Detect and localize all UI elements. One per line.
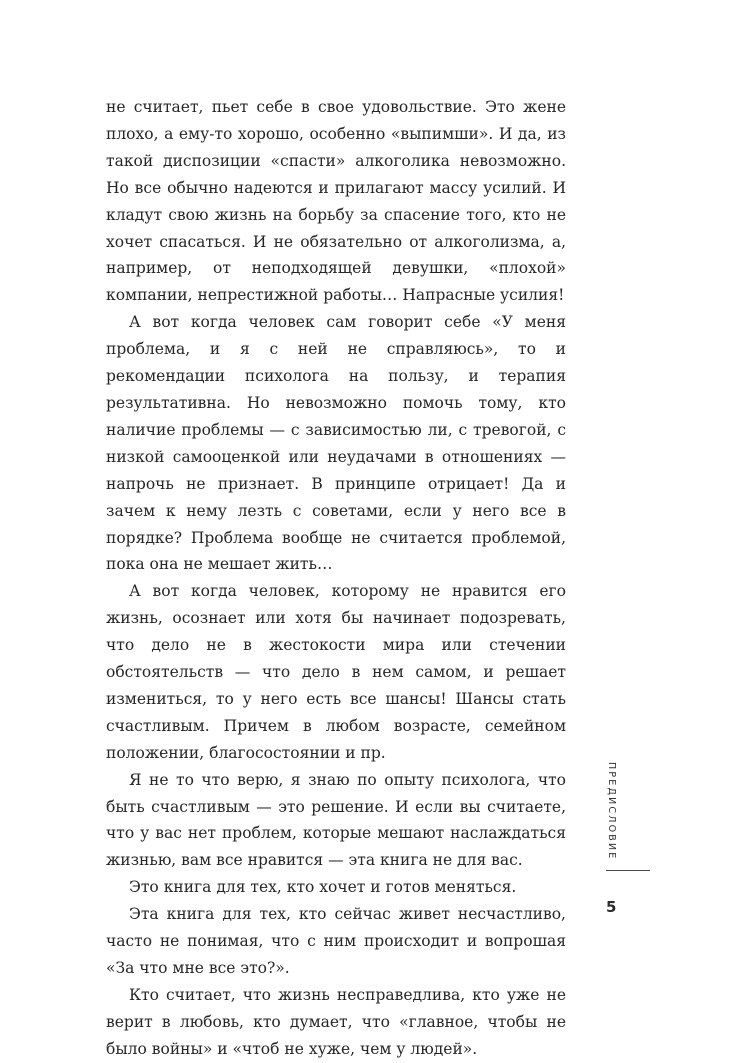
paragraph: Эта книга для тех, кто сейчас живет несчастливо, часто не понимая, что с ним происходит и вопрошая «За что мне все это?». xyxy=(106,905,566,977)
paragraph: Кто считает, что жизнь несправедлива, кто уже не верит в любовь, кто думает, что «главное, чтобы не было войны» и «чтоб не хуже, чем у людей». xyxy=(106,985,566,1058)
paragraph: Это книга для тех, кто хочет и готов меняться. xyxy=(129,878,517,897)
body-text xyxy=(106,94,566,1063)
paragraph: А вот когда человек, которому не нравится его жизнь, осознает или хотя бы начинает подозревать, что дело не в жестокости мира или стечении обстоятельств — что дело в нем самом, и решает измениться, то у него есть все шансы! Шансы стать счастливым. Причем в любом возрасте, семейном положении, благосостоянии и пр. xyxy=(106,582,566,762)
paragraph-continued: не считает, пьет себе в свое удовольствие. Это жене плохо, а ему-то хорошо, особенно «выпимши». И да, из такой диспозиции «спасти» алкоголика невозможно. Но все обычно надеются и прилагают массу усилий. И кладут свою жизнь на борьбу за спасение того, кто не хочет спасаться. И не обязательно от алкоголизма, а, например, от неподходящей девушки, «плохой» компании, непрестижной работы… Напрасные усилия! xyxy=(106,98,566,305)
page-number: 5 xyxy=(606,898,617,916)
paragraph: А вот когда человек сам говорит себе «У меня проблема, и я с ней не справляюсь», то и рекомендации психолога на пользу, и терапия результативна. Но невозможно помочь тому, кто наличие проблемы — с зависимостью ли, с тревогой, с низкой самооценкой или неудачами в отношениях — напрочь не признает. В принципе отрицает! Да и зачем к нему лезть с советами, если у него все в порядке? Проблема вообще не считается проблемой, пока она не мешает жить… xyxy=(106,313,566,574)
running-head: ПРЕДИСЛОВИЕ xyxy=(606,762,617,861)
running-head-rule xyxy=(606,870,650,871)
paragraph: Я не то что верю, я знаю по опыту психолога, что быть счастливым — это решение. И если вы считаете, что у вас нет проблем, которые мешают наслаждаться жизнью, вам все нравится — эта книга не для вас. xyxy=(106,770,566,870)
